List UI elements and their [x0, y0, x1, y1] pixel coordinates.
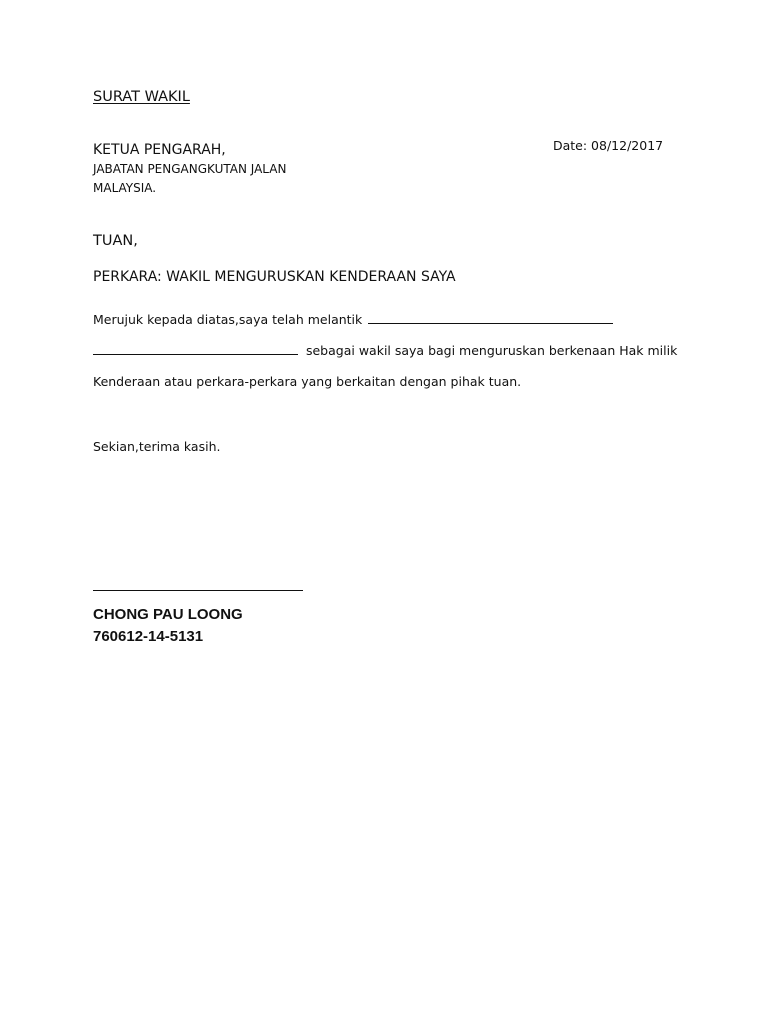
signatory-name: CHONG PAU LOONG: [93, 606, 243, 623]
appointee-name-blank: [368, 309, 613, 324]
salutation: TUAN,: [93, 233, 138, 249]
letter-date: Date: 08/12/2017: [553, 138, 664, 153]
letter-title: SURAT WAKIL: [93, 89, 190, 105]
body-line-1: [93, 309, 613, 327]
signatory-id-number: 760612-14-5131: [93, 628, 204, 645]
body-line-3: Kenderaan atau perkara-perkara yang berkaitan dengan pihak tuan.: [93, 374, 522, 389]
signature-line: [93, 590, 303, 591]
body-line-2-text: sebagai wakil saya bagi menguruskan berkenaan Hak milik: [305, 343, 678, 358]
appointee-id-blank: [93, 340, 298, 355]
subject-line: PERKARA: WAKIL MENGURUSKAN KENDERAAN SAYA: [93, 269, 456, 285]
recipient-department-line1: JABATAN PENGANGKUTAN JALAN: [93, 162, 287, 176]
recipient-title: KETUA PENGARAH,: [93, 142, 226, 158]
recipient-department-line2: MALAYSIA.: [93, 181, 157, 195]
body-line-2: [93, 340, 677, 358]
closing-text: Sekian,terima kasih.: [93, 439, 221, 454]
body-line-1-text: Merujuk kepada diatas,saya telah melantik: [93, 312, 363, 327]
